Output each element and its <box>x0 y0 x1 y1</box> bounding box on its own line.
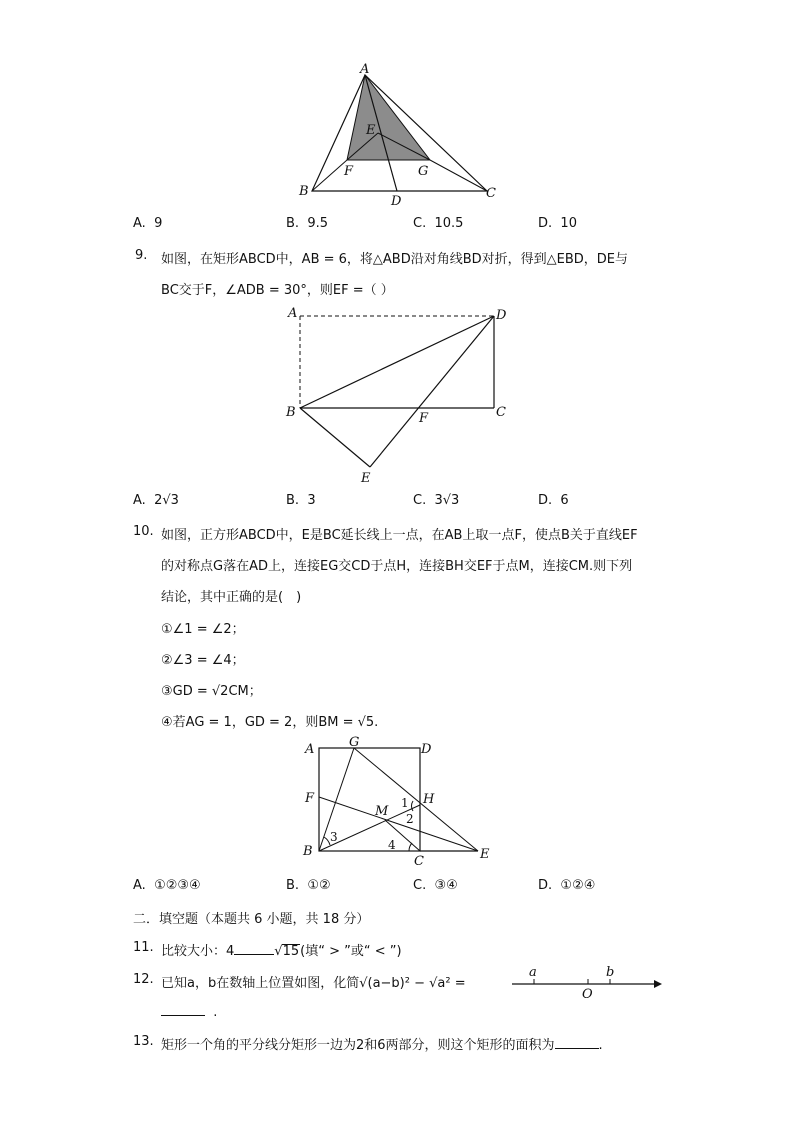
q12-number: 12. <box>133 972 154 987</box>
q10-option-d[interactable]: D. ①②④ <box>538 878 596 893</box>
q10-line1: 如图，正方形ABCD中，E是BC延长线上一点，在AB上取一点F，使点B关于直线EF <box>161 528 638 543</box>
q12-end: . <box>213 1005 218 1020</box>
q10-option-b[interactable]: B. ①② <box>286 878 331 893</box>
label-h: H <box>423 792 435 807</box>
q9-option-c[interactable]: C. 3√3 <box>413 493 460 508</box>
label-angle-2: 2 <box>406 812 414 826</box>
q10-statement-1: ①∠1 = ∠2； <box>161 622 245 637</box>
q9-option-a[interactable]: A. 2√3 <box>133 493 179 508</box>
label-angle-3: 3 <box>330 830 338 844</box>
q13-end: . <box>598 1038 603 1053</box>
label-f: F <box>419 411 429 426</box>
q11-text <box>161 940 402 959</box>
angle-4-arc <box>409 843 412 851</box>
q8-option-b[interactable]: B. 9.5 <box>286 216 329 231</box>
label-b: b <box>606 965 615 980</box>
label-c: C <box>496 405 506 420</box>
label-b: B <box>303 844 313 859</box>
label-angle-1: 1 <box>401 796 409 810</box>
segment-bd <box>300 316 494 408</box>
q10-figure <box>300 735 500 870</box>
q10-number: 10. <box>133 524 154 539</box>
q10-line3: 结论，其中正确的是( ) <box>161 590 302 605</box>
q10-statement-2: ②∠3 = ∠4； <box>161 653 245 668</box>
q11-number: 11. <box>133 940 154 955</box>
label-d: D <box>391 194 402 208</box>
q8-option-c[interactable]: C. 10.5 <box>413 216 464 231</box>
label-f: F <box>344 164 354 179</box>
label-g: G <box>418 164 429 179</box>
q8-figure <box>290 58 510 208</box>
segment-be <box>300 408 370 467</box>
q12-number-line <box>508 962 664 1002</box>
label-o: O <box>582 987 593 1002</box>
label-c: C <box>486 186 496 201</box>
q10-line2: 的对称点G落在AD上，连接EG交CD于点H，连接BH交EF于点M，连接CM.则下列 <box>161 559 633 574</box>
q10-option-a[interactable]: A. ①②③④ <box>133 878 201 893</box>
segment-ge <box>354 748 478 851</box>
q11-radicand: 15 <box>282 944 300 959</box>
arrow-right-icon <box>654 980 662 988</box>
q9-line2: BC交于F，∠ADB = 30°，则EF =（ ） <box>161 283 394 298</box>
q9-option-d[interactable]: D. 6 <box>538 493 569 508</box>
sqrt-icon: √ <box>274 944 283 959</box>
q12-answer-line <box>161 1003 217 1020</box>
label-e: E <box>361 471 371 486</box>
label-m: M <box>375 804 389 819</box>
label-d: D <box>421 742 432 757</box>
label-e: E <box>480 847 490 862</box>
q9-figure <box>280 302 520 487</box>
label-e: E <box>366 123 376 138</box>
label-a: A <box>305 742 315 757</box>
label-f: F <box>305 791 315 806</box>
q8-option-d[interactable]: D. 10 <box>538 216 577 231</box>
q9-line1: 如图，在矩形ABCD中，AB = 6，将△ABD沿对角线BD对折，得到△EBD，DE与 <box>161 252 629 267</box>
label-a: A <box>288 306 298 321</box>
q8-option-a[interactable]: A. 9 <box>133 216 163 231</box>
q12-answer-blank[interactable] <box>161 1003 205 1016</box>
q11-prefix: 比较大小：4 <box>161 944 235 959</box>
label-b: B <box>299 184 309 199</box>
segment-bf <box>312 160 347 191</box>
q11-suffix: (填“ > ”或“ < ”) <box>300 944 402 959</box>
angle-1-arc <box>411 801 413 811</box>
q9-number: 9. <box>135 248 148 263</box>
q11-answer-blank[interactable] <box>234 942 274 955</box>
label-a: a <box>529 965 537 980</box>
label-b: B <box>286 405 296 420</box>
segment-fe <box>319 797 478 851</box>
section-2-title: 二．填空题（本题共 6 小题，共 18 分） <box>133 912 370 927</box>
label-a: A <box>360 62 370 77</box>
label-angle-4: 4 <box>388 838 396 852</box>
q13-question: 矩形一个角的平分线分矩形一边为2和6两部分，则这个矩形的面积为 <box>161 1038 555 1053</box>
q10-statement-3: ③GD = √2CM； <box>161 684 262 699</box>
label-c: C <box>414 854 424 869</box>
segment-de <box>370 316 494 467</box>
q12-text: 已知a，b在数轴上位置如图，化简√(a−b)² − √a² = <box>161 976 466 991</box>
segment-bh <box>319 805 420 851</box>
q13-answer-blank[interactable] <box>555 1036 599 1049</box>
q13-text <box>161 1034 603 1053</box>
q13-number: 13. <box>133 1034 154 1049</box>
q10-option-c[interactable]: C. ③④ <box>413 878 458 893</box>
q10-statement-4: ④若AG = 1，GD = 2，则BM = √5. <box>161 715 379 730</box>
q9-option-b[interactable]: B. 3 <box>286 493 316 508</box>
label-d: D <box>496 308 507 323</box>
label-g: G <box>349 735 360 750</box>
